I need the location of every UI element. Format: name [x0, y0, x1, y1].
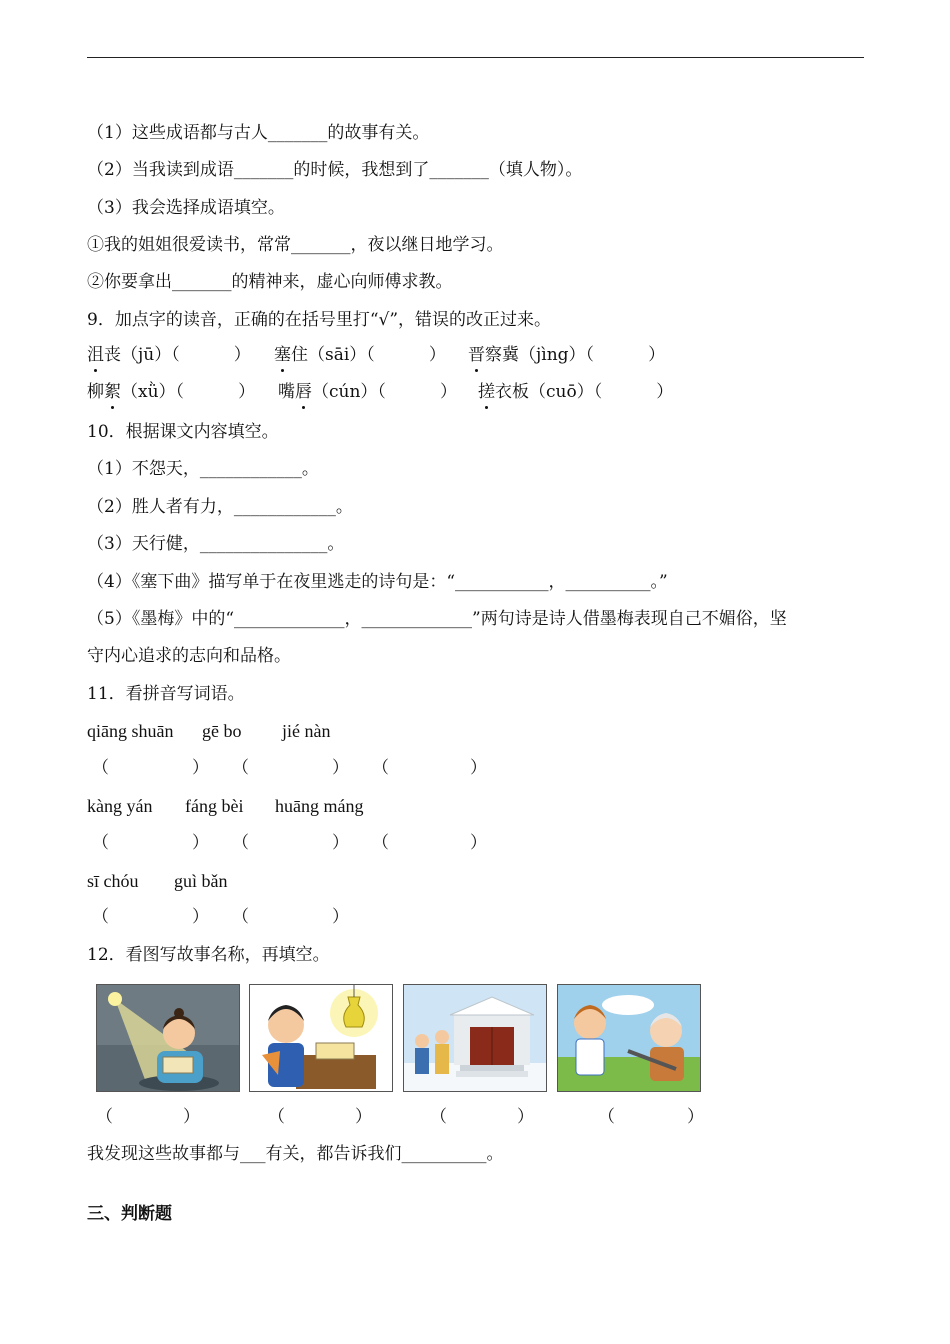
answer-open: （ — [92, 907, 109, 927]
answer-open: （ — [372, 758, 389, 778]
q8-item-3b: ②你要拿出_______的精神来，虚心向师傅求教。 — [87, 272, 453, 292]
answer-close: ） — [332, 907, 349, 927]
picture-4-answer-close: ） — [687, 1107, 704, 1127]
answer-close: ） — [332, 758, 349, 778]
answer-open: （ — [372, 833, 389, 853]
q8-item-2: （2）当我读到成语_______的时候，我想到了_______（填人物）。 — [87, 160, 583, 180]
answer-close: ） — [470, 758, 487, 778]
q10-item-5: （5）《墨梅》中的“_____________，_____________”两句诗是诗人借墨梅表现自己不媚俗，坚 — [87, 609, 787, 629]
header-rule — [87, 57, 864, 58]
answer-close: ） — [470, 833, 487, 853]
answer-close: ） — [192, 758, 209, 778]
q8-item-3a: ①我的姐姐很爱读书，常常_______，夜以继日地学习。 — [87, 235, 504, 255]
pinyin-7: sī chóu — [87, 871, 139, 891]
pinyin-3: jié nàn — [282, 721, 331, 741]
q8-item-3: （3）我会选择成语填空。 — [87, 198, 285, 218]
picture-2-answer-open: （ — [268, 1107, 285, 1127]
snow-gate-scholars-picture — [403, 984, 547, 1092]
q12-conclusion: 我发现这些故事都与___有关，都告诉我们__________。 — [87, 1144, 504, 1164]
answer-open: （ — [92, 833, 109, 853]
answer-open: （ — [232, 833, 249, 853]
pinyin-1: qiāng shuān — [87, 721, 174, 741]
picture-4-answer-open: （ — [598, 1107, 615, 1127]
pinyin-8: guì bǎn — [174, 871, 228, 891]
answer-close: ） — [192, 907, 209, 927]
q12-title: 12．看图写故事名称，再填空。 — [87, 945, 330, 965]
picture-3-answer-close: ） — [517, 1107, 534, 1127]
q9-word-3: 晋察冀（jìng）（ ） — [468, 345, 666, 365]
q10-item-2: （2）胜人者有力，____________。 — [87, 497, 353, 517]
answer-open: （ — [92, 758, 109, 778]
section-heading: 三、判断题 — [87, 1204, 172, 1224]
boy-studying-with-money-bag-picture — [249, 984, 393, 1092]
boy-reading-by-light-picture — [96, 984, 240, 1092]
q10-item-1: （1）不怨天，____________。 — [87, 459, 319, 479]
q10-item-4: （4）《塞下曲》描写单于在夜里逃走的诗句是：“___________，__________。” — [87, 572, 668, 592]
q11-title: 11．看拼音写词语。 — [87, 684, 245, 704]
boy-and-old-woman-grinding-picture — [557, 984, 701, 1092]
picture-2-answer-close: ） — [355, 1107, 372, 1127]
picture-3-answer-open: （ — [430, 1107, 447, 1127]
q8-item-1: （1）这些成语都与古人_______的故事有关。 — [87, 123, 430, 143]
q9-title: 9．加点字的读音，正确的在括号里打“√”，错误的改正过来。 — [87, 310, 552, 330]
picture-1-answer-open: （ — [96, 1107, 113, 1127]
answer-close: ） — [332, 833, 349, 853]
pinyin-5: fáng bèi — [185, 796, 244, 816]
pinyin-6: huāng máng — [275, 796, 364, 816]
q9-word-2: 塞住（sāi）（ ） — [274, 345, 446, 365]
q10-title: 10．根据课文内容填空。 — [87, 422, 279, 442]
pinyin-4: kàng yán — [87, 796, 153, 816]
pinyin-2: gē bo — [202, 721, 242, 741]
q9-word-5: 嘴唇（cún）（ ） — [278, 382, 457, 402]
q10-item-3: （3）天行健，_______________。 — [87, 534, 345, 554]
answer-close: ） — [192, 833, 209, 853]
picture-1-answer-close: ） — [183, 1107, 200, 1127]
answer-open: （ — [232, 907, 249, 927]
q10-item-5-cont: 守内心追求的志向和品格。 — [87, 646, 291, 666]
q9-word-1: 沮丧（jū）（ ） — [87, 345, 251, 365]
q9-word-4: 柳絮（xǜ）（ ） — [87, 382, 256, 402]
q9-word-6: 搓衣板（cuō）（ ） — [478, 382, 674, 402]
answer-open: （ — [232, 758, 249, 778]
